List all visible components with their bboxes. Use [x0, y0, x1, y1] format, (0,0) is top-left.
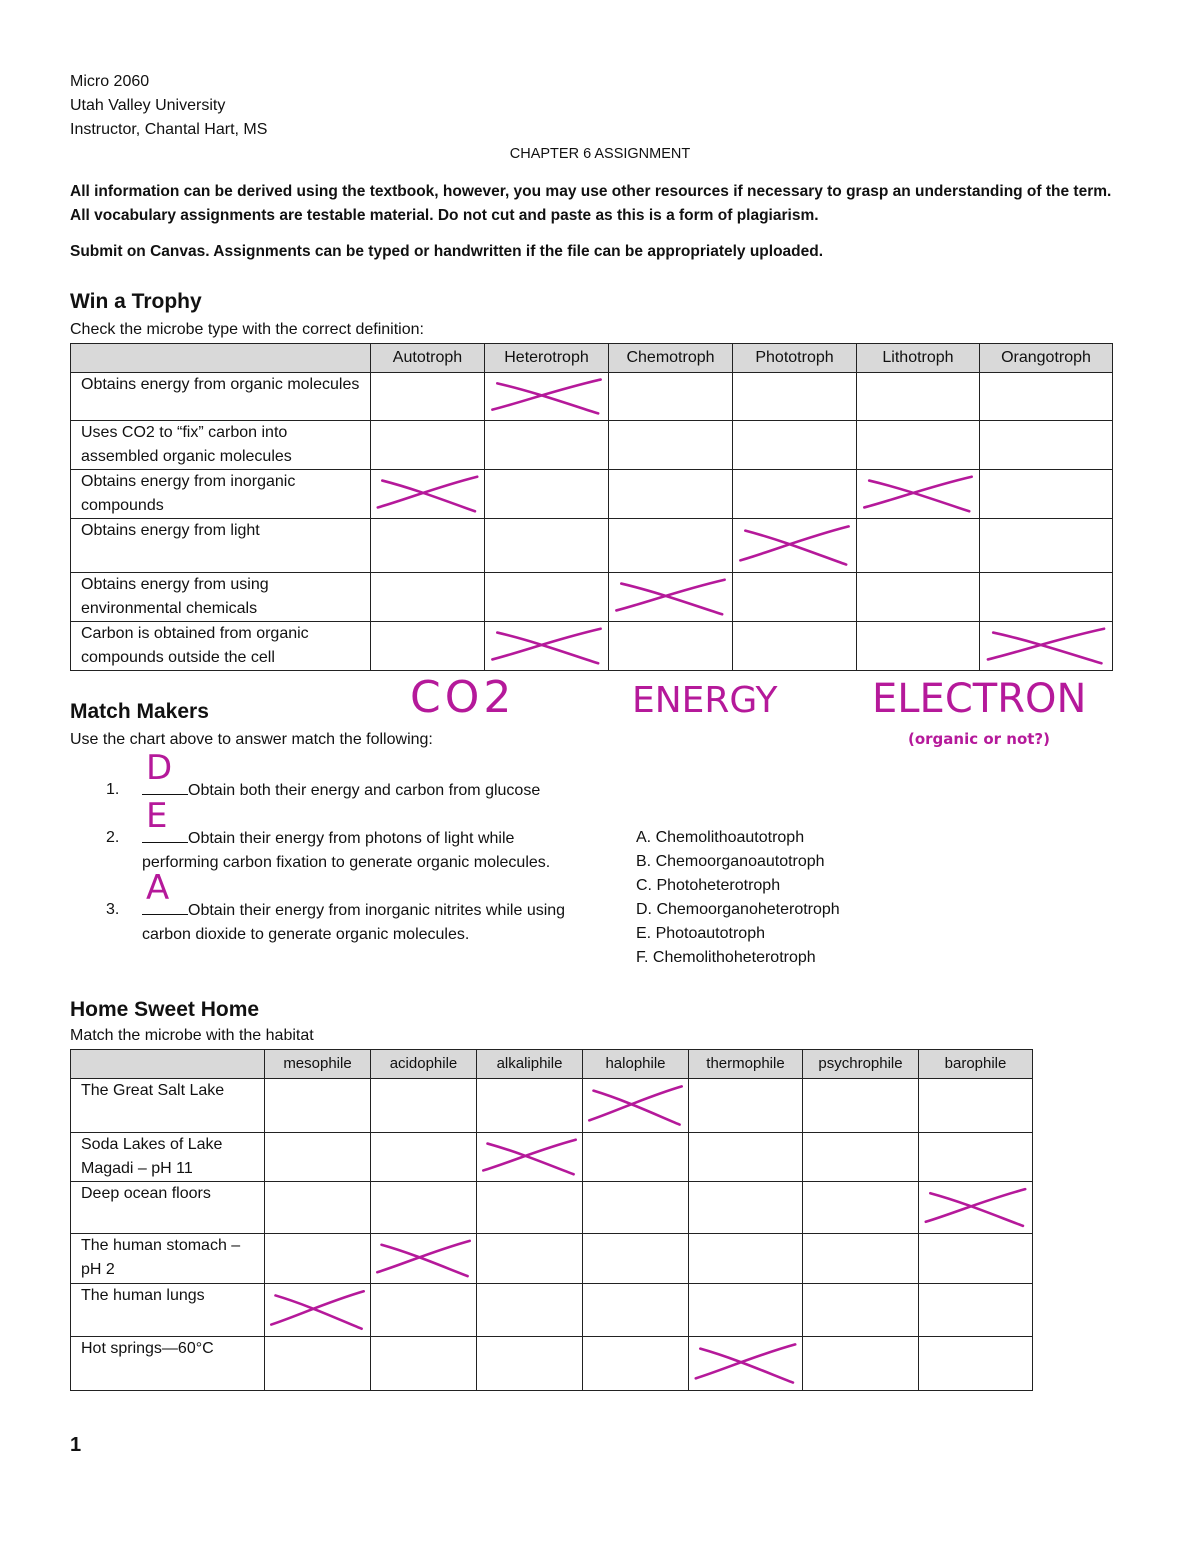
match-option: A. Chemolithoautotroph	[636, 829, 805, 846]
habitat-row-label: Deep ocean floors	[71, 1182, 265, 1234]
habitat-check-cell[interactable]	[803, 1284, 919, 1337]
check-x-mark	[485, 373, 608, 420]
check-x-mark	[371, 470, 484, 518]
trophy-row-label: Obtains energy from using environmental chemicals	[71, 573, 371, 622]
trophy-check-cell[interactable]	[485, 573, 609, 622]
question-number: 1.	[106, 781, 120, 798]
col-header: Chemotroph	[609, 344, 733, 373]
habitat-header-row	[71, 1050, 1033, 1079]
habitat-check-cell[interactable]	[265, 1284, 371, 1337]
trophy-check-cell[interactable]	[857, 519, 980, 573]
check-x-mark	[733, 519, 856, 572]
trophy-check-cell[interactable]	[857, 421, 980, 470]
course-code: Micro 2060	[70, 73, 150, 90]
handwritten-note: (organic or not?)	[908, 730, 1050, 748]
trophy-check-cell[interactable]	[857, 622, 980, 671]
habitat-check-cell[interactable]	[919, 1079, 1033, 1133]
habitat-check-cell[interactable]	[689, 1182, 803, 1234]
habitat-check-cell[interactable]	[689, 1234, 803, 1284]
habitat-check-cell[interactable]	[583, 1234, 689, 1284]
col-header: Autotroph	[371, 344, 485, 373]
trophy-row-label: Obtains energy from organic molecules	[71, 373, 371, 421]
habitat-row-label: The human lungs	[71, 1284, 265, 1337]
trophy-check-cell[interactable]	[485, 373, 609, 421]
trophy-header-row	[71, 344, 1113, 373]
col-header: Lithotroph	[857, 344, 980, 373]
trophy-check-cell[interactable]	[609, 470, 733, 519]
trophy-check-cell[interactable]	[857, 470, 980, 519]
trophy-check-cell[interactable]	[609, 519, 733, 573]
question-text: Obtain their energy from photons of light while performing carbon fixation to generate organic molecules.	[142, 830, 551, 871]
col-header: Heterotroph	[485, 344, 609, 373]
trophy-row-label: Carbon is obtained from organic compounds outside the cell	[71, 622, 371, 671]
check-x-mark	[583, 1079, 688, 1132]
habitat-check-cell[interactable]	[583, 1079, 689, 1133]
trophy-check-cell[interactable]	[733, 470, 857, 519]
table-row	[71, 1133, 1033, 1182]
habitat-check-cell[interactable]	[919, 1133, 1033, 1182]
col-header: mesophile	[265, 1050, 371, 1079]
trophy-row-label: Obtains energy from inorganic compounds	[71, 470, 371, 519]
answer-blank[interactable]	[142, 796, 188, 843]
match-option: B. Chemoorganoautotroph	[636, 853, 825, 870]
trophy-check-cell[interactable]	[980, 470, 1113, 519]
col-header: thermophile	[689, 1050, 803, 1079]
habitat-check-cell[interactable]	[803, 1182, 919, 1234]
trophy-section-title: Win a Trophy	[70, 290, 202, 313]
table-row	[71, 373, 1113, 421]
question-text: Obtain both their energy and carbon from glucose	[188, 782, 541, 799]
page-number: 1	[70, 1434, 82, 1456]
trophy-check-cell[interactable]	[733, 622, 857, 671]
col-header: alkaliphile	[477, 1050, 583, 1079]
habitat-check-cell[interactable]	[477, 1133, 583, 1182]
col-header: barophile	[919, 1050, 1033, 1079]
trophy-check-cell[interactable]	[857, 573, 980, 622]
habitat-check-cell[interactable]	[265, 1182, 371, 1234]
match-section-subtitle: Use the chart above to answer match the following:	[70, 731, 433, 748]
col-header: Orangotroph	[980, 344, 1113, 373]
table-row	[71, 1079, 1033, 1133]
answer-blank[interactable]	[142, 748, 188, 795]
habitat-row-label: Soda Lakes of Lake Magadi – pH 11	[71, 1133, 265, 1182]
table-row	[71, 1234, 1033, 1284]
question-number: 2.	[106, 829, 120, 846]
habitat-check-cell[interactable]	[803, 1079, 919, 1133]
handwritten-answer: A	[146, 868, 170, 908]
home-section-subtitle: Match the microbe with the habitat	[70, 1027, 314, 1044]
match-option: F. Chemolithoheterotroph	[636, 949, 816, 966]
trophy-check-cell[interactable]	[733, 519, 857, 573]
handwritten-co2: CO2	[410, 672, 516, 723]
habitat-check-cell[interactable]	[583, 1182, 689, 1234]
trophy-check-cell[interactable]	[485, 622, 609, 671]
habitat-check-cell[interactable]	[371, 1079, 477, 1133]
question-text: Obtain their energy from inorganic nitrites while using carbon dioxide to generate organic molecules.	[142, 902, 566, 943]
trophy-section-subtitle: Check the microbe type with the correct definition:	[70, 321, 424, 338]
trophy-check-cell[interactable]	[371, 470, 485, 519]
habitat-check-cell[interactable]	[583, 1133, 689, 1182]
habitat-check-cell[interactable]	[919, 1234, 1033, 1284]
trophy-check-cell[interactable]	[609, 373, 733, 421]
check-x-mark	[265, 1284, 370, 1336]
match-option: C. Photoheterotroph	[636, 877, 781, 894]
trophy-check-cell[interactable]	[609, 573, 733, 622]
habitat-check-cell[interactable]	[371, 1133, 477, 1182]
trophy-row-label: Uses CO2 to “fix” carbon into assembled organic molecules	[71, 421, 371, 470]
home-section-title: Home Sweet Home	[70, 998, 260, 1021]
trophy-check-cell[interactable]	[485, 519, 609, 573]
habitat-check-cell[interactable]	[689, 1079, 803, 1133]
trophy-check-cell[interactable]	[980, 373, 1113, 421]
trophy-check-cell[interactable]	[980, 573, 1113, 622]
trophy-check-cell[interactable]	[609, 622, 733, 671]
habitat-check-cell[interactable]	[689, 1284, 803, 1337]
trophy-check-cell[interactable]	[733, 373, 857, 421]
handwritten-energy: ENERGY	[632, 680, 778, 721]
habitat-check-cell[interactable]	[371, 1182, 477, 1234]
table-row	[71, 519, 1113, 573]
habitat-check-cell[interactable]	[265, 1079, 371, 1133]
check-x-mark	[857, 470, 979, 518]
intro-paragraph: All information can be derived using the textbook, however, you may use other resources if necessary to grasp an understanding of the term. All vocabulary assignments are testable material. Do not cut and paste as this is a form of plagiarism.	[70, 183, 1112, 224]
table-row	[71, 622, 1113, 671]
trophy-check-cell[interactable]	[485, 421, 609, 470]
match-section-title: Match Makers	[70, 700, 209, 723]
habitat-check-cell[interactable]	[371, 1337, 477, 1391]
habitat-check-cell[interactable]	[265, 1337, 371, 1391]
col-header: acidophile	[371, 1050, 477, 1079]
trophy-check-cell[interactable]	[857, 373, 980, 421]
answer-blank[interactable]	[142, 868, 188, 915]
check-x-mark	[371, 1234, 476, 1283]
check-x-mark	[477, 1133, 582, 1181]
check-x-mark	[980, 622, 1112, 670]
table-row	[71, 573, 1113, 622]
check-x-mark	[609, 573, 732, 621]
table-row	[71, 1337, 1033, 1391]
habitat-check-cell[interactable]	[919, 1284, 1033, 1337]
handwritten-electron: ELECTRON	[872, 676, 1087, 722]
trophy-check-cell[interactable]	[371, 373, 485, 421]
trophy-check-cell[interactable]	[371, 573, 485, 622]
habitat-check-cell[interactable]	[919, 1337, 1033, 1391]
match-option: D. Chemoorganoheterotroph	[636, 901, 840, 918]
habitat-row-label: The human stomach – pH 2	[71, 1234, 265, 1284]
check-x-mark	[689, 1337, 802, 1390]
match-options-list	[636, 826, 840, 970]
trophy-check-cell[interactable]	[733, 421, 857, 470]
instructor-name: Instructor, Chantal Hart, MS	[70, 121, 268, 138]
habitat-check-cell[interactable]	[803, 1234, 919, 1284]
trophy-check-cell[interactable]	[609, 421, 733, 470]
table-row	[71, 421, 1113, 470]
check-x-mark	[485, 622, 608, 670]
trophy-check-cell[interactable]	[980, 421, 1113, 470]
trophy-check-cell[interactable]	[485, 470, 609, 519]
col-header: psychrophile	[803, 1050, 919, 1079]
trophy-table	[70, 343, 1113, 671]
col-header: Phototroph	[733, 344, 857, 373]
habitat-check-cell[interactable]	[477, 1337, 583, 1391]
habitat-check-cell[interactable]	[371, 1234, 477, 1284]
table-row	[71, 1182, 1033, 1234]
habitat-check-cell[interactable]	[689, 1133, 803, 1182]
habitat-check-cell[interactable]	[477, 1234, 583, 1284]
trophy-check-cell[interactable]	[733, 573, 857, 622]
habitat-corner-cell	[71, 1050, 265, 1079]
habitat-check-cell[interactable]	[477, 1079, 583, 1133]
check-x-mark	[919, 1182, 1032, 1233]
handwritten-answer: D	[146, 748, 173, 788]
habitat-check-cell[interactable]	[919, 1182, 1033, 1234]
table-row	[71, 470, 1113, 519]
habitat-check-cell[interactable]	[477, 1182, 583, 1234]
habitat-check-cell[interactable]	[371, 1284, 477, 1337]
handwritten-answer: E	[146, 796, 168, 836]
habitat-check-cell[interactable]	[265, 1234, 371, 1284]
habitat-check-cell[interactable]	[265, 1133, 371, 1182]
col-header: halophile	[583, 1050, 689, 1079]
question-number: 3.	[106, 901, 120, 918]
assignment-title: CHAPTER 6 ASSIGNMENT	[509, 146, 691, 162]
habitat-check-cell[interactable]	[803, 1337, 919, 1391]
habitat-check-cell[interactable]	[477, 1284, 583, 1337]
habitat-check-cell[interactable]	[583, 1337, 689, 1391]
trophy-check-cell[interactable]	[371, 622, 485, 671]
trophy-check-cell[interactable]	[980, 519, 1113, 573]
habitat-table	[70, 1049, 1033, 1391]
habitat-check-cell[interactable]	[803, 1133, 919, 1182]
trophy-check-cell[interactable]	[371, 519, 485, 573]
match-option: E. Photoautotroph	[636, 925, 765, 942]
habitat-check-cell[interactable]	[583, 1284, 689, 1337]
trophy-check-cell[interactable]	[980, 622, 1113, 671]
submit-instructions: Submit on Canvas. Assignments can be typed or handwritten if the file can be appropriately uploaded.	[70, 243, 824, 260]
table-row	[71, 1284, 1033, 1337]
habitat-row-label: Hot springs—60°C	[71, 1337, 265, 1391]
trophy-corner-cell	[71, 344, 371, 373]
trophy-check-cell[interactable]	[371, 421, 485, 470]
trophy-row-label: Obtains energy from light	[71, 519, 371, 573]
university-name: Utah Valley University	[70, 97, 226, 114]
habitat-check-cell[interactable]	[689, 1337, 803, 1391]
habitat-row-label: The Great Salt Lake	[71, 1079, 265, 1133]
